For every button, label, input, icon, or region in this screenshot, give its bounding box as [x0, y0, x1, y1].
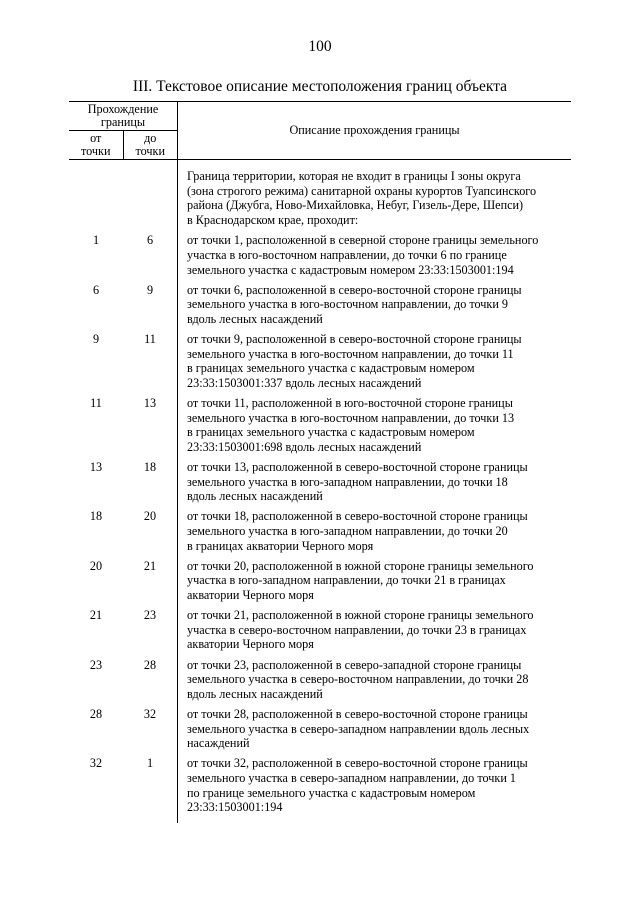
table-row: [69, 283, 571, 332]
description-line: земельного участка в юго-восточном направлении, до точки 11: [187, 346, 514, 361]
description-line: земельного участка в северо-западном направлении вдоль лесных: [187, 721, 530, 736]
header-from-point: [69, 131, 123, 160]
intro-line: (зона строгого режима) санитарной охраны курортов Туапсинского: [187, 183, 537, 198]
description-cell: [178, 658, 572, 707]
description-line: от точки 9, расположенной в северо-восточной стороне границы: [187, 332, 522, 347]
description-line: участка в юго-восточном направлении, до точки 6 по границе: [187, 247, 507, 262]
intro-row: [69, 160, 571, 234]
to-point-cell: 13: [123, 396, 178, 460]
description-line: насаждений: [187, 736, 250, 751]
header-to-line2: точки: [135, 144, 166, 158]
description-cell: [178, 559, 572, 608]
table-row: [69, 396, 571, 460]
intro-text: [178, 160, 572, 234]
table-body: [69, 160, 571, 823]
description-line: от точки 28, расположенной в северо-восточной стороне границы: [187, 706, 528, 721]
description-line: вдоль лесных насаждений: [187, 311, 323, 326]
description-line: от точки 1, расположенной в северной стороне границы земельного: [187, 233, 539, 248]
from-point-cell: 11: [90, 396, 102, 411]
description-line: вдоль лесных насаждений: [187, 686, 323, 701]
description-line: акватории Черного моря: [187, 588, 314, 602]
description-line: земельного участка в юго-западном направлении, до точки 20: [187, 524, 508, 539]
page-number: 100: [308, 38, 332, 55]
description-line: вдоль лесных насаждений: [187, 489, 323, 504]
table-row: [69, 658, 571, 707]
table-row: [69, 332, 571, 396]
header-description: Описание прохождения границы: [178, 102, 572, 160]
description-line: 23:33:1503001:337 вдоль лесных насаждений: [187, 375, 422, 390]
header-passage: [69, 102, 178, 131]
table-row: [69, 559, 571, 608]
description-line: участка в северо-восточном направлении, до точки 23 в границах: [187, 622, 527, 637]
table-row: [69, 608, 571, 657]
to-point-cell: 21: [123, 559, 178, 608]
description-cell: [178, 396, 572, 460]
description-cell: [178, 608, 572, 657]
from-point-cell: 28: [89, 706, 103, 721]
header-from-line2: точки: [80, 144, 111, 158]
table-row: [69, 509, 571, 558]
description-line: земельного участка в юго-западном направлении, до точки 18: [187, 474, 508, 489]
description-line: 23:33:1503001:194: [187, 800, 283, 815]
intro-line: Граница территории, которая не входит в границы I зоны округа: [187, 169, 521, 183]
from-point-cell: 23: [89, 657, 103, 672]
description-cell: [178, 460, 572, 509]
description-line: в границах акватории Черного моря: [187, 538, 374, 553]
description-line: 23:33:1503001:698 вдоль лесных насаждений: [187, 439, 422, 454]
boundary-description-table: [69, 101, 571, 823]
table-row: [69, 707, 571, 756]
to-point-cell: 6: [123, 233, 178, 282]
description-line: земельного участка в юго-восточном направлении, до точки 13: [187, 410, 515, 425]
from-point-cell: 1: [92, 233, 100, 248]
to-point-cell: 28: [123, 658, 178, 707]
from-point-cell: 6: [92, 282, 100, 297]
description-line: земельного участка в юго-восточном направлении, до точки 9: [187, 297, 508, 312]
from-point-cell: 32: [89, 756, 103, 771]
section-title: III. Текстовое описание местоположения границ объекта: [132, 78, 508, 95]
header-passage-line1: Прохождение: [87, 101, 159, 116]
table-row: [69, 756, 571, 822]
description-line: от точки 18, расположенной в северо-восточной стороне границы: [187, 509, 528, 524]
intro-line: района (Джубга, Ново-Михайловка, Небуг, Гизель-Дере, Шепси): [187, 198, 524, 213]
description-cell: [178, 233, 572, 282]
description-cell: [178, 707, 572, 756]
description-line: акватории Черного моря: [187, 637, 314, 652]
to-point-cell: 1: [123, 756, 178, 822]
header-from-line1: от: [90, 130, 102, 145]
description-line: участка в юго-западном направлении, до точки 21 в границах: [187, 573, 506, 588]
description-line: от точки 32, расположенной в северо-восточной стороне границы: [187, 756, 528, 771]
from-point-cell: 9: [92, 332, 100, 347]
description-cell: [178, 283, 572, 332]
description-cell: [178, 509, 572, 558]
description-cell: [178, 756, 572, 822]
from-point-cell: 20: [89, 558, 103, 573]
description-line: по границе земельного участка с кадастровым номером: [187, 785, 476, 800]
header-passage-line2: границы: [100, 115, 146, 129]
table-row: [69, 233, 571, 282]
description-cell: [178, 332, 572, 396]
header-to-line1: до: [144, 130, 157, 145]
from-point-cell: 13: [89, 460, 103, 475]
description-line: в границах земельного участка с кадастровым номером: [187, 425, 475, 440]
description-line: от точки 13, расположенной в северо-восточной стороне границы: [187, 460, 528, 475]
description-line: от точки 11, расположенной в юго-восточной стороне границы: [187, 396, 513, 411]
from-point-cell: 18: [89, 509, 103, 524]
description-line: в границах земельного участка с кадастровым номером: [187, 361, 475, 376]
to-point-cell: 32: [123, 707, 178, 756]
to-point-cell: 9: [123, 283, 178, 332]
description-line: от точки 21, расположенной в южной стороне границы земельного: [187, 608, 534, 623]
description-line: земельного участка с кадастровым номером 23:33:1503001:194: [187, 262, 514, 277]
description-line: земельного участка в северо-западном направлении, до точки 1: [187, 770, 516, 785]
header-to-point: [123, 131, 178, 160]
description-line: от точки 6, расположенной в северо-восточной стороне границы: [187, 282, 522, 297]
description-line: от точки 23, расположенной в северо-западной стороне границы: [187, 657, 522, 672]
description-line: земельного участка в северо-восточном направлении, до точки 28: [187, 672, 529, 687]
to-point-cell: 18: [123, 460, 178, 509]
intro-line: в Краснодарском крае, проходит:: [187, 212, 359, 227]
table-row: [69, 460, 571, 509]
from-point-cell: 21: [89, 608, 103, 623]
to-point-cell: 11: [123, 332, 178, 396]
to-point-cell: 20: [123, 509, 178, 558]
to-point-cell: 23: [123, 608, 178, 657]
description-line: от точки 20, расположенной в южной стороне границы земельного: [187, 558, 534, 573]
